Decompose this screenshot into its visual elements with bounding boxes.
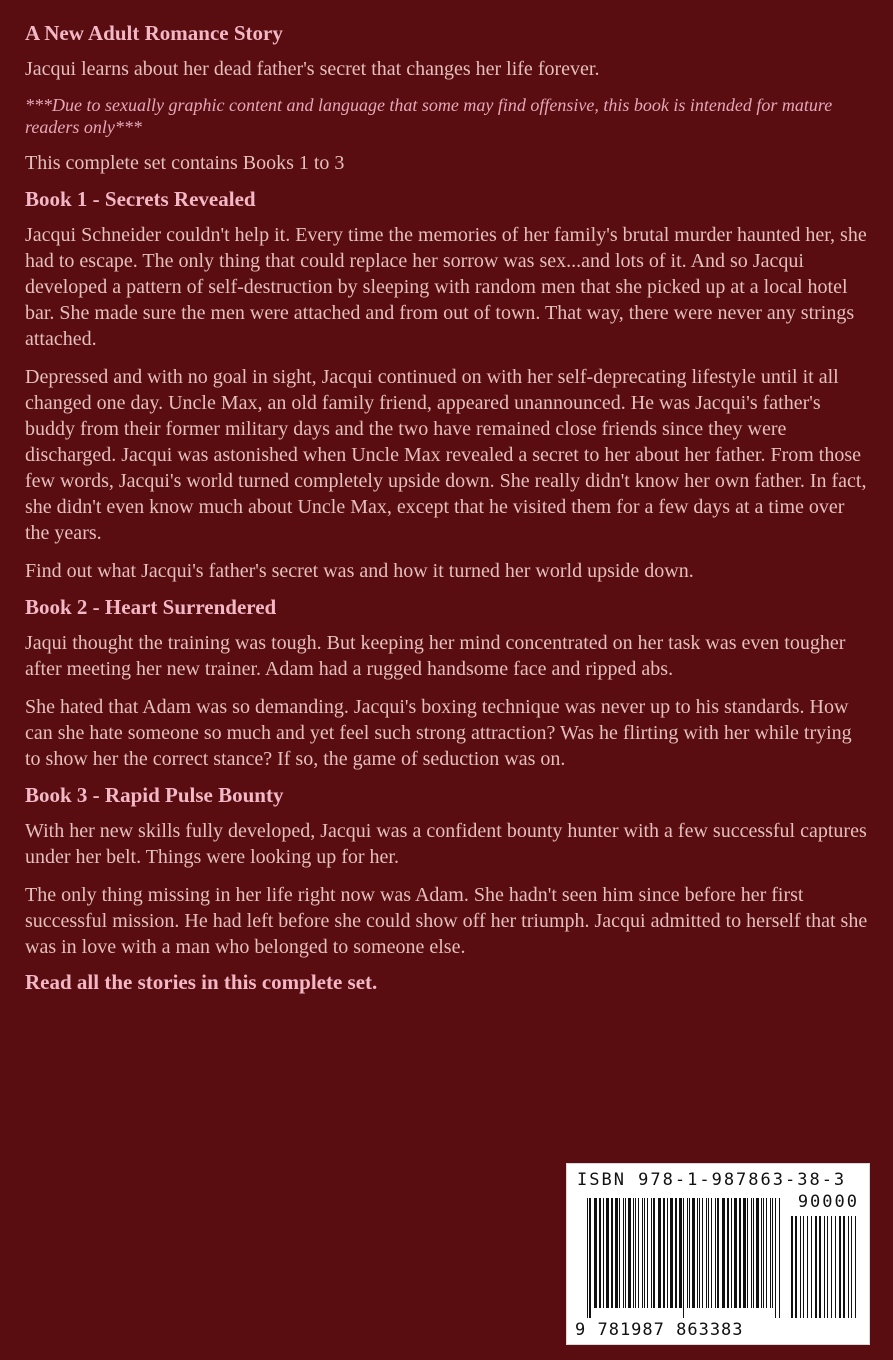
barcode-bar	[772, 1198, 773, 1308]
barcode-bar	[644, 1198, 645, 1308]
book2-paragraph: Jaqui thought the training was tough. But keeping her mind concentrated on her task was even tougher after meeting her new trainer. Adam had a rugged handsome face and ripped abs.	[25, 632, 846, 680]
ean-digits: 9 781987 863383	[575, 1320, 744, 1340]
barcode-bar	[599, 1198, 601, 1308]
barcode-bar	[739, 1198, 741, 1308]
book3-title: Book 3 - Rapid Pulse Bounty	[25, 783, 284, 807]
set-note: This complete set contains Books 1 to 3	[25, 152, 345, 174]
barcode-bar	[715, 1198, 716, 1308]
addon-bar	[824, 1216, 825, 1318]
barcode-graphic	[585, 1194, 861, 1326]
barcode-bar	[642, 1198, 643, 1308]
barcode-bar	[594, 1198, 597, 1308]
call-to-action: Read all the stories in this complete set.	[25, 970, 378, 994]
barcode-bar	[619, 1198, 620, 1308]
barcode-bar	[667, 1198, 668, 1308]
barcode-bar	[702, 1198, 703, 1308]
barcode-bar	[689, 1198, 690, 1308]
addon-bar	[803, 1216, 804, 1318]
addon-bar	[811, 1216, 812, 1318]
barcode-bar	[647, 1198, 648, 1308]
barcode-bar	[731, 1198, 732, 1308]
barcode-bar	[653, 1198, 655, 1308]
book1-paragraph: Depressed and with no goal in sight, Jacqui continued on with her self-deprecating lifestyle until it all changed one day. Uncle Max, an old family friend, appeared unannounced. He was Jacqui's father's buddy from their former military days and the two have remained close friends since they were discharged. Jacqui was astonished when Uncle Max revealed a secret to her about her father. From those few words, Jacqui's world turned completely upside down. She really didn't know her own father. In fact, she didn't even know much about Uncle Max, except that he visited them for a few days at a time over the years.	[25, 366, 867, 544]
barcode-bar	[663, 1198, 665, 1308]
addon-bar	[791, 1216, 793, 1318]
barcode-bar	[766, 1198, 767, 1308]
book1-paragraph: Jacqui Schneider couldn't help it. Every time the memories of her family's brutal murder haunted her, she had to escape. The only thing that could replace her sorrow was sex...and lots of it. And so Jacqui developed a pattern of self-destruction by sleeping with random men that she picked up at a local hotel bar. She made sure the men were attached and from out of town. That way, there were never any strings attached.	[25, 224, 867, 350]
barcode-bar	[756, 1198, 759, 1308]
book2-title: Book 2 - Heart Surrendered	[25, 595, 277, 619]
barcode-bar	[679, 1198, 682, 1308]
barcode-bar	[763, 1198, 764, 1308]
barcode-bar	[611, 1198, 613, 1308]
addon-bar	[835, 1216, 836, 1318]
book2-paragraph: She hated that Adam was so demanding. Jacqui's boxing technique was never up to his standards. How can she hate someone so much and yet feel such strong attraction? Was he flirting with her while trying to show her the correct stance? If so, the game of seduction was on.	[25, 696, 852, 770]
barcode-bar	[706, 1198, 707, 1308]
barcode-bar	[761, 1198, 762, 1308]
barcode-bar	[697, 1198, 698, 1308]
barcode-bar	[628, 1198, 631, 1308]
addon-bar	[795, 1216, 797, 1318]
book1-paragraph: Find out what Jacqui's father's secret was and how it turned her world upside down.	[25, 560, 694, 582]
barcode-bar	[623, 1198, 624, 1308]
barcode-bar	[670, 1198, 673, 1308]
barcode-bar	[692, 1198, 695, 1308]
addon-bar	[831, 1216, 832, 1318]
addon-bar	[815, 1216, 817, 1318]
barcode-bar	[734, 1198, 737, 1308]
addon-bar	[800, 1216, 801, 1318]
barcode-bar	[606, 1198, 609, 1308]
isbn-barcode	[566, 1163, 870, 1345]
barcode-bar	[775, 1198, 776, 1318]
content-warning: ***Due to sexually graphic content and language that some may find offensive, this book is intended for mature readers only***	[25, 95, 833, 137]
barcode-bars	[585, 1194, 861, 1326]
addon-bar	[855, 1216, 856, 1318]
barcode-bar	[658, 1198, 661, 1308]
book3-paragraph: With her new skills fully developed, Jacqui was a confident bounty hunter with a few successful captures under her belt. Things were looking up for her.	[25, 820, 867, 868]
addon-bar	[848, 1216, 849, 1318]
barcode-bar	[727, 1198, 729, 1308]
barcode-bar	[711, 1198, 712, 1308]
barcode-bar	[717, 1198, 719, 1308]
addon-bar	[839, 1216, 841, 1318]
barcode-bar	[708, 1198, 709, 1308]
barcode-bar	[722, 1198, 725, 1308]
barcode-bar	[751, 1198, 752, 1308]
book1-title: Book 1 - Secrets Revealed	[25, 187, 256, 211]
barcode-bar	[770, 1198, 771, 1308]
addon-bar	[843, 1216, 845, 1318]
barcode-bar	[603, 1198, 604, 1308]
back-cover-text	[25, 18, 870, 996]
intro-text: Jacqui learns about her dead father's secret that changes her life forever.	[25, 58, 600, 80]
barcode-bar	[587, 1198, 588, 1318]
barcode-bar	[743, 1198, 746, 1308]
barcode-bar	[651, 1198, 652, 1308]
addon-bar	[807, 1216, 808, 1318]
barcode-bar	[699, 1198, 700, 1308]
tagline: A New Adult Romance Story	[25, 21, 283, 45]
addon-bar	[819, 1216, 821, 1318]
barcode-bar	[615, 1198, 618, 1308]
barcode-bar	[779, 1198, 780, 1318]
book3-paragraph: The only thing missing in her life right now was Adam. She hadn't seen him since before her first successful mission. He had left before she could show off her triumph. Jacqui admitted to herself that she was in love with a man who belonged to someone else.	[25, 884, 868, 958]
barcode-bar	[638, 1198, 639, 1308]
barcode-bar	[589, 1198, 591, 1318]
barcode-bar	[635, 1198, 636, 1308]
isbn-label: ISBN 978-1-987863-38-3	[577, 1170, 847, 1190]
barcode-bar	[753, 1198, 754, 1308]
barcode-bar	[633, 1198, 634, 1308]
barcode-bar	[683, 1198, 684, 1318]
addon-bar	[827, 1216, 828, 1318]
addon-bar	[851, 1216, 852, 1318]
barcode-bar	[687, 1198, 688, 1308]
barcode-bar	[625, 1198, 626, 1308]
barcode-bar	[675, 1198, 677, 1308]
barcode-bar	[747, 1198, 748, 1308]
price-addon: 90000	[797, 1192, 859, 1212]
